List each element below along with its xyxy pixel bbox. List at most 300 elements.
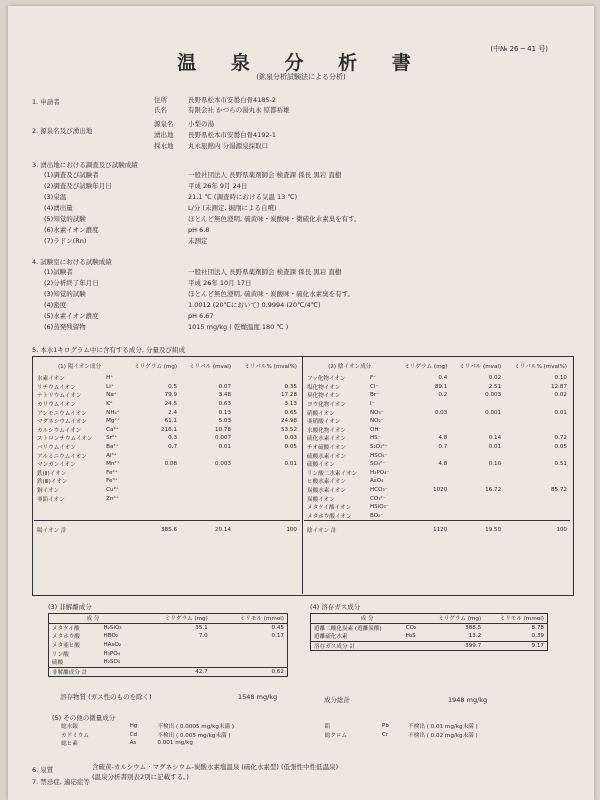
survey-row-value: 平成 26年 9月 24日 xyxy=(188,182,248,190)
ion-total-pct: 100 xyxy=(286,526,297,533)
ion-mg xyxy=(395,417,450,426)
ion-total-label: 陰イオン 計 xyxy=(307,527,337,534)
anion-row xyxy=(304,408,570,417)
trace-name: 鉛 xyxy=(324,724,331,731)
document-title: 温 泉 分 析 書 xyxy=(177,52,425,74)
lab-row-value: ほとんど無色澄明, 硫黄味・炭酸味・硫化水素臭を有す。 xyxy=(188,290,355,298)
ion-mval-pct xyxy=(504,469,570,478)
ion-formula: HCO₃⁻ xyxy=(369,487,388,494)
ion-name: 亜鉛イオン xyxy=(37,496,65,503)
ion-name: アンモニウムイオン xyxy=(37,410,87,417)
survey-heading: 3. 湧出地における調査及び試験成績 xyxy=(32,161,138,169)
trace-value xyxy=(405,739,558,748)
ion-mg xyxy=(125,494,180,503)
ion-mval-pct: 0.01 xyxy=(554,409,567,416)
ion-formula: BO₂⁻ xyxy=(369,512,384,519)
ion-mval: 0.13 xyxy=(218,409,232,416)
ion-column-header: ミリバル% (mval%) xyxy=(244,364,297,370)
ion-mval xyxy=(180,486,234,495)
ion-mval xyxy=(180,477,234,486)
survey-row-value: L/分 (未測定, 掘削による自噴) xyxy=(188,204,277,212)
nonion-row-mg: 35.1 xyxy=(195,624,208,631)
cation-row xyxy=(34,383,300,392)
ion-mg xyxy=(395,400,450,409)
ion-total-mg: 1120 xyxy=(433,526,448,533)
gas-row-formula: CO₂ xyxy=(405,624,417,631)
nonion-table xyxy=(48,613,288,677)
nonion-row-mg: 7.0 xyxy=(198,633,208,640)
ion-mg: 4.8 xyxy=(438,435,448,442)
ion-formula: HSiO₃⁻ xyxy=(369,504,389,511)
nonion-row-total xyxy=(49,667,288,677)
ion-formula: NO₃⁻ xyxy=(369,409,384,416)
anion-row xyxy=(304,391,570,400)
ion-formula: Fe³⁺ xyxy=(106,478,118,485)
ion-mg: 89.1 xyxy=(434,383,448,390)
ion-mval xyxy=(450,417,504,426)
anion-row xyxy=(304,451,570,460)
lab-row-label: (2)分析終了年月日 xyxy=(44,279,99,287)
survey-row-label: (1)調査及び試験者 xyxy=(44,171,99,179)
lab-heading: 4. 試験室における試験成績 xyxy=(32,258,112,266)
lab-row-value: 平成 26年 10月 17日 xyxy=(188,279,252,287)
ion-header-row xyxy=(34,358,300,374)
ion-name: 鉄(Ⅲ)イオン xyxy=(37,479,68,486)
ion-mval xyxy=(450,512,504,521)
trace-value: 不検出 ( 0.005 mg/kg未満 ) xyxy=(157,732,231,739)
ion-mval xyxy=(450,469,504,478)
gas-row-col-mmol: ミリモル (mmol) xyxy=(499,616,544,623)
trace-name: 総ヒ素 xyxy=(61,741,78,748)
survey-row-label: (7)ラドン(Rn) xyxy=(44,237,87,245)
ion-mval-pct xyxy=(234,477,300,486)
document-subtitle: (鉱泉分析試験法による分析) xyxy=(256,73,346,81)
cation-row xyxy=(34,408,300,417)
anion-row xyxy=(304,469,570,478)
source-location: 長野県松本市安曇白骨4192-1 xyxy=(188,131,277,139)
nonion-row-header xyxy=(49,614,288,624)
ion-mval-pct: 0.02 xyxy=(554,392,567,399)
applicant-name-label: 氏名 xyxy=(154,106,167,114)
ion-mval: 5.03 xyxy=(218,418,232,425)
source-name: 小梨の湯 xyxy=(188,120,214,128)
ion-name: アルミニウムイオン xyxy=(37,453,87,460)
ion-mval xyxy=(450,494,504,503)
ion-mval: 0.14 xyxy=(488,435,502,442)
lab-row-value: pH 6.67 xyxy=(188,312,214,320)
ion-mval xyxy=(450,477,504,486)
ion-name: 水酸化物イオン xyxy=(307,427,346,434)
ion-total-label: 陽イオン 計 xyxy=(37,527,67,534)
anion-row xyxy=(304,374,570,383)
lab-row-label: (1)試験者 xyxy=(44,268,73,276)
cation-row xyxy=(34,434,300,443)
ion-total-row xyxy=(304,521,570,539)
gas-row xyxy=(311,632,548,641)
nonion-row-formula: H₂SO₄ xyxy=(103,659,121,666)
ion-name: 銅イオン xyxy=(37,488,60,495)
ion-column-header: ミリバル (mval) xyxy=(188,364,232,370)
ion-formula: OH⁻ xyxy=(369,426,382,433)
cation-row xyxy=(34,417,300,426)
anion-row xyxy=(304,503,570,512)
gas-row-col-name: 成 分 xyxy=(360,616,374,623)
ion-mval-pct: 24.98 xyxy=(280,418,297,425)
ion-mg xyxy=(395,494,450,503)
ion-mg: 79.9 xyxy=(164,392,178,399)
ion-column-header: ミリバル (mval) xyxy=(459,364,502,370)
ion-spacer-cell xyxy=(34,503,103,512)
ion-mval: 0.07 xyxy=(218,383,232,390)
nonion-row-formula: HAsO₂ xyxy=(103,642,122,649)
ion-mg: 61.1 xyxy=(164,418,178,425)
ion-total-mval: 19.50 xyxy=(485,526,502,533)
ion-formula: NO₂⁻ xyxy=(369,418,384,425)
ion-mg xyxy=(395,426,450,435)
nonion-row-col-name: 成 分 xyxy=(86,616,100,623)
ion-name: リチウムイオン xyxy=(37,384,76,391)
nonion-row-mg xyxy=(137,658,211,667)
ion-spacer-cell xyxy=(34,512,103,521)
document-number: (中№ 26 ─ 41 号) xyxy=(490,45,548,53)
lab-row-label: (3)知覚的試験 xyxy=(44,290,86,298)
trace-name: 総水銀 xyxy=(61,724,78,731)
ion-formula: Sr²⁺ xyxy=(106,435,118,442)
ion-formula: Ba²⁺ xyxy=(106,444,119,451)
nonion-row xyxy=(49,623,288,632)
ion-title-cell: (2) 陰イオン成分 xyxy=(328,364,372,370)
nonion-row-mg xyxy=(137,641,211,650)
ion-name: チオ硫酸イオン xyxy=(307,445,346,452)
ion-mval xyxy=(180,494,234,503)
lab-row-label: (4)密度 xyxy=(44,301,67,309)
ion-mg xyxy=(395,469,450,478)
ion-name: 亜硝酸イオン xyxy=(307,419,341,426)
ion-formula: Cu²⁺ xyxy=(106,487,119,494)
ion-total-row xyxy=(34,521,300,539)
ion-mval: 0.63 xyxy=(218,401,232,408)
trace-value: 不検出 ( 0.01 mg/kg未満 ) xyxy=(408,724,478,731)
ion-name: リン酸二水素イオン xyxy=(307,470,358,477)
ion-formula: Cl⁻ xyxy=(369,383,379,390)
ion-mval-pct: 3.13 xyxy=(284,401,297,408)
gas-row-mg: 388.5 xyxy=(465,624,482,631)
cation-row xyxy=(34,451,300,460)
ion-mval: 2.51 xyxy=(488,383,502,390)
source-location-label: 湧出地 xyxy=(154,131,174,139)
gas-row-total xyxy=(311,641,548,651)
ion-formula: Zn²⁺ xyxy=(106,495,119,502)
ion-mg xyxy=(125,469,180,478)
nonion-row-name: 硫酸 xyxy=(52,660,64,667)
survey-row-value: pH 6.8 xyxy=(188,226,210,234)
nonion-row-mg xyxy=(137,649,211,658)
anion-row xyxy=(304,400,570,409)
ion-mval-pct xyxy=(504,503,570,512)
ion-name: 塩化物イオン xyxy=(307,384,341,391)
ion-mg: 0.03 xyxy=(434,409,448,416)
source-sampling-label: 採水地 xyxy=(154,142,174,150)
nonion-row xyxy=(49,649,288,658)
ion-formula: SO₄²⁻ xyxy=(369,461,386,468)
ion-mval-pct xyxy=(504,494,570,503)
ion-mg: 0.7 xyxy=(438,444,448,451)
ion-mg: 0.7 xyxy=(168,444,178,451)
ion-mg: 0.4 xyxy=(438,375,448,382)
ion-column-header: ミリバル% (mval%) xyxy=(514,364,567,370)
ion-mval-pct xyxy=(504,400,570,409)
ion-mg: 4.8 xyxy=(438,461,448,468)
nonion-row-mmol xyxy=(211,649,288,658)
cation-row xyxy=(34,469,300,478)
ion-formula: S₂O₃²⁻ xyxy=(369,444,388,451)
ion-mval: 0.01 xyxy=(218,444,232,451)
ion-name: ヒ酸水素イオン xyxy=(307,479,346,486)
ion-mval-pct xyxy=(234,486,300,495)
trace-table xyxy=(58,722,558,748)
ion-mg xyxy=(125,451,180,460)
trace-symbol xyxy=(379,739,405,748)
grand-total-label: 成分総計 xyxy=(324,696,350,704)
ion-mval: 0.10 xyxy=(488,461,502,468)
ion-mg: 24.5 xyxy=(164,401,178,408)
cation-table xyxy=(34,358,300,539)
ion-spacer-row xyxy=(34,512,300,521)
ion-name: メタケイ酸イオン xyxy=(307,505,352,512)
ion-mg xyxy=(125,374,180,383)
ion-mval-pct: 0.03 xyxy=(284,435,297,442)
ion-formula: Na⁺ xyxy=(106,392,117,399)
ion-name: メタホウ酸イオン xyxy=(307,513,352,520)
applicant-heading: 1. 申請者 xyxy=(32,98,60,106)
gas-row xyxy=(311,623,548,632)
gas-row-mmol: 8.78 xyxy=(531,624,544,631)
anion-row xyxy=(304,434,570,443)
ion-mval xyxy=(180,374,234,383)
ion-mval-pct: 0.05 xyxy=(284,444,297,451)
trace-symbol: Cr xyxy=(382,731,389,738)
spring-quality: 含硫黄-カルシウム・マグネシウム-炭酸水素塩温泉 (硫化水素型) (低張性中性低温泉) xyxy=(92,763,339,771)
nonion-row-col-mg: ミリグラム (mg) xyxy=(164,616,208,623)
ion-formula: Mn²⁺ xyxy=(106,461,120,468)
nonion-row-name: メタホウ酸 xyxy=(52,634,80,641)
cation-row xyxy=(34,477,300,486)
survey-row-label: (5)知覚的試験 xyxy=(44,215,86,223)
gas-table xyxy=(310,613,548,651)
anion-row xyxy=(304,477,570,486)
survey-row-value: 一般社団法人 長野県薬剤師会 検査課 係長 黒岩 直樹 xyxy=(188,171,342,179)
ion-mval: 0.001 xyxy=(485,409,502,416)
ion-formula: I⁻ xyxy=(369,401,375,408)
applicant-address-label: 住所 xyxy=(154,96,167,104)
ion-mval-pct xyxy=(504,512,570,521)
nonion-row-formula: H₃PO₄ xyxy=(103,650,120,657)
ion-total-pct: 100 xyxy=(556,526,567,533)
ion-formula: NH₄⁺ xyxy=(106,409,120,416)
ion-mval xyxy=(450,426,504,435)
ion-mval xyxy=(180,469,234,478)
ion-total-mval: 20.14 xyxy=(215,526,232,533)
dissolved-label: 溶存物質 (ガス性のものを除く) xyxy=(60,693,152,701)
gas-row-header xyxy=(311,614,548,624)
ion-mg xyxy=(395,512,450,521)
ion-formula: HSO₄⁻ xyxy=(369,452,388,459)
gas-row-formula: H₂S xyxy=(405,633,416,640)
nonion-row-col-mmol: ミリモル (mmol) xyxy=(239,616,284,623)
trace-title: (5) その他の微量成分 xyxy=(52,714,116,722)
anion-row xyxy=(304,486,570,495)
trace-row xyxy=(58,739,558,748)
nonion-row-total-mg: 42.7 xyxy=(195,668,208,675)
ion-formula: Al³⁺ xyxy=(106,452,117,459)
ion-name: 硝酸イオン xyxy=(307,410,335,417)
ion-name: マグネシウムイオン xyxy=(37,419,87,426)
ion-mval xyxy=(180,451,234,460)
applicant-address: 長野県松本市安曇白骨4185-2 xyxy=(188,96,277,104)
ion-formula: K⁺ xyxy=(106,401,113,408)
ion-mval-pct: 0.05 xyxy=(554,444,567,451)
trace-value: 不検出 ( 0.0005 mg/kg未満 ) xyxy=(157,724,235,731)
spring-quality-note: (温泉分析書別表2別に記載する。) xyxy=(92,773,189,781)
ion-name: 水素イオン xyxy=(37,376,65,383)
nonion-row-name: メタケイ酸 xyxy=(52,625,80,632)
cation-row xyxy=(34,486,300,495)
survey-row-value: ほとんど無色澄明, 硫黄味・炭酸味・微硫化水素臭を有す。 xyxy=(188,215,361,223)
ion-name: 硫酸水素イオン xyxy=(307,453,346,460)
anion-row xyxy=(304,443,570,452)
ion-mval-pct xyxy=(234,494,300,503)
trace-row xyxy=(58,731,558,740)
ion-mval-pct xyxy=(234,451,300,460)
ion-name: 炭酸水素イオン xyxy=(307,488,346,495)
survey-row-label: (3)泉温 xyxy=(44,193,67,201)
nonion-row-name: メタ亜ヒ酸 xyxy=(52,643,80,650)
survey-row-value: 21.1 ℃ (調査時における気温 13 ℃) xyxy=(188,193,298,201)
gas-title: (4) 溶存ガス成分 xyxy=(310,603,361,611)
lab-row-value: 一般社団法人 長野県薬剤師会 検査課 係長 黒岩 直樹 xyxy=(188,268,342,276)
ion-mval-pct: 17.28 xyxy=(280,392,297,399)
nonion-row-formula: H₂SiO₃ xyxy=(103,624,122,631)
ion-mg xyxy=(395,451,450,460)
gas-row-name: 遊離硫化水素 xyxy=(314,634,348,641)
anion-row xyxy=(304,426,570,435)
ion-formula: H₂PO₄⁻ xyxy=(369,469,390,476)
ion-table-divider xyxy=(302,356,303,594)
ion-formula: Fe²⁺ xyxy=(106,469,118,476)
anion-row xyxy=(304,383,570,392)
gas-row-name: 遊離二酸化炭素 (遊離炭酸) xyxy=(314,625,382,632)
ion-mval-pct: 53.52 xyxy=(280,426,297,433)
ion-name: カルシウムイオン xyxy=(37,427,82,434)
ion-mg: 0.3 xyxy=(168,435,178,442)
gas-row-mg: 13.2 xyxy=(468,633,482,640)
ion-mval-pct: 0.35 xyxy=(284,383,297,390)
document-page xyxy=(8,6,594,800)
ion-mg: 2.4 xyxy=(168,409,178,416)
gas-row-total-label: 溶存ガス成分 計 xyxy=(314,644,355,651)
ion-column-header: ミリグラム (mg) xyxy=(404,364,448,370)
ion-name: 臭化物イオン xyxy=(307,393,341,400)
ion-name: フッ化物イオン xyxy=(307,376,346,383)
ion-mg xyxy=(125,477,180,486)
ion-mval-pct xyxy=(504,477,570,486)
lab-row-label: (6)蒸発残留物 xyxy=(44,323,86,331)
trace-value: 不検出 ( 0.02 mg/kg未満 ) xyxy=(408,732,478,739)
survey-row-label: (4)湧出量 xyxy=(44,204,73,212)
nonion-row-total-mmol: 0.62 xyxy=(271,668,284,675)
ion-mval: 10.78 xyxy=(215,426,232,433)
ion-name: ナトリウムイオン xyxy=(37,393,82,400)
survey-row-label: (2)調査及び試験年月日 xyxy=(44,182,112,190)
ion-spacer-row xyxy=(34,503,300,512)
ion-mg xyxy=(395,477,450,486)
quality-heading: 6. 泉質 xyxy=(32,766,54,774)
ion-formula: CO₃²⁻ xyxy=(369,495,386,502)
ion-mval-pct: 0.01 xyxy=(284,461,297,468)
nonion-row-mmol xyxy=(211,658,288,667)
anion-row xyxy=(304,460,570,469)
ion-mval: 16.72 xyxy=(485,487,502,494)
ion-formula: Ca²⁺ xyxy=(106,426,119,433)
cation-row xyxy=(34,400,300,409)
ion-mg: 1020 xyxy=(433,487,448,494)
ion-formula: Br⁻ xyxy=(369,392,380,399)
ion-mval xyxy=(450,400,504,409)
ion-name: バリウムイオン xyxy=(37,445,76,452)
ion-name: マンガンイオン xyxy=(37,462,76,469)
ion-mval-pct xyxy=(504,426,570,435)
nonion-row-total-label: 非解離成分 計 xyxy=(52,669,88,676)
ion-mval-pct: 0.10 xyxy=(554,375,567,382)
cation-row xyxy=(34,374,300,383)
nonion-title: (3) 非解離成分 xyxy=(48,603,92,611)
trace-symbol: Cd xyxy=(129,731,138,738)
ion-mg: 0.08 xyxy=(164,461,178,468)
lab-row-value: 1015 mg/kg ( 乾燥温度 180 ℃ ) xyxy=(188,323,289,331)
anion-row xyxy=(304,512,570,521)
ion-mval-pct: 0.51 xyxy=(554,461,567,468)
ion-formula: AsO₄ xyxy=(369,478,384,485)
nonion-row-mmol xyxy=(211,641,288,650)
ion-name: 硫酸イオン xyxy=(307,462,335,469)
cation-row xyxy=(34,460,300,469)
anion-row xyxy=(304,494,570,503)
dissolved-value: 1548 mg/kg xyxy=(238,693,278,701)
ion-mval-pct xyxy=(504,417,570,426)
ion-formula: H⁺ xyxy=(106,375,114,382)
ion-mval-pct xyxy=(504,451,570,460)
ion-header-row xyxy=(304,358,570,374)
trace-name: カドミウム xyxy=(61,732,89,739)
trace-symbol: As xyxy=(129,740,137,747)
ion-name: 硫化水素イオン xyxy=(307,436,346,443)
ion-mg: 0.5 xyxy=(168,383,178,390)
ion-formula: Mg²⁺ xyxy=(106,418,120,425)
nonion-row-mmol: 0.17 xyxy=(271,633,284,640)
ion-mval: 3.48 xyxy=(218,392,232,399)
ion-mval: 0.02 xyxy=(488,375,502,382)
ion-column-header: ミリグラム (mg) xyxy=(134,364,178,370)
ion-mval xyxy=(450,503,504,512)
ion-name: 鉄(Ⅱ)イオン xyxy=(37,470,67,477)
trace-name xyxy=(322,739,379,748)
survey-row-value: 未測定 xyxy=(188,237,208,245)
applicant-name: 有限会社 かつらの湯丸永 原都裕雄 xyxy=(188,106,290,114)
ion-mval-pct xyxy=(234,374,300,383)
trace-symbol: Pb xyxy=(382,723,389,730)
source-heading: 2. 源泉名及び湧出地 xyxy=(32,127,93,135)
ion-mval-pct xyxy=(234,469,300,478)
